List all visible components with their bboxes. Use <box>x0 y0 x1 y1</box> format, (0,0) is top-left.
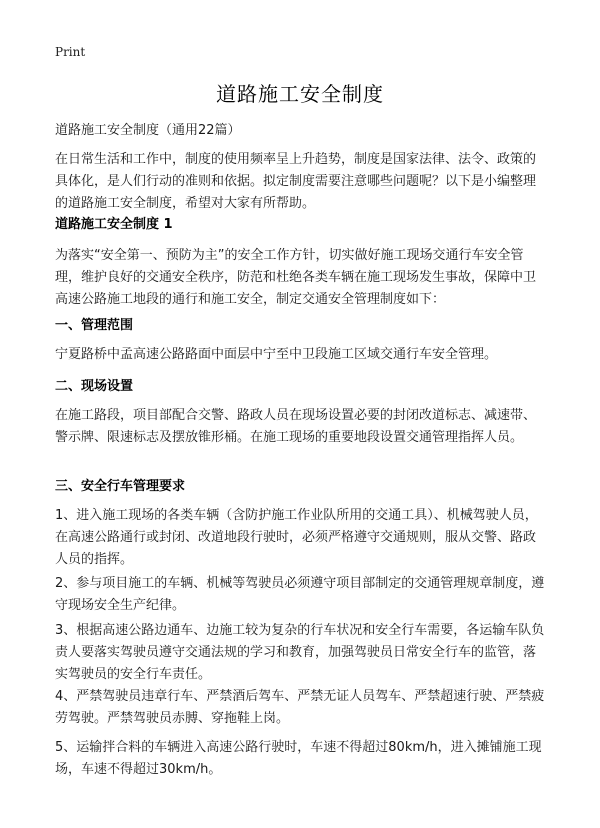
document-subtitle: 道路施工安全制度（通用22篇） <box>55 123 241 138</box>
heading-management-scope: 一、管理范围 <box>55 318 134 333</box>
heading-site-setup: 二、现场设置 <box>55 379 134 394</box>
list-item: 1、进入施工现场的各类车辆（含防护施工作业队所用的交通工具）、机械驾驶人员，在高速公路通行或封闭、改道地段行驶时，必须严格遵守交通规则，服从交警、路政人员的指挥。 <box>55 508 538 567</box>
list-item: 2、参与项目施工的车辆、机械等驾驶员必须遵守项目部制定的交通管理规章制度，遵守现场安全生产纪律。 <box>55 576 545 613</box>
print-label[interactable]: Print <box>55 45 86 59</box>
document-title: 道路施工安全制度 <box>216 82 384 106</box>
list-item: 5、运输拌合料的车辆进入高速公路行驶时，车速不得超过80km/h，进入摊铺施工现场，车速不得超过30km/h。 <box>55 740 542 777</box>
section-intro-paragraph: 为落实“安全第一、预防为主”的安全工作方针，切实做好施工现场交通行车安全管理，维护良好的交通安全秩序，防范和杜绝各类车辆在施工现场发生事故，保障中卫高速公路施工地段的通行和施工安全，制定交通安全管理制度如下： <box>55 248 537 307</box>
section-title: 道路施工安全制度 1 <box>55 217 173 232</box>
intro-paragraph: 在日常生活和工作中，制度的使用频率呈上升趋势，制度是国家法律、法令、政策的具体化，是人们行动的准则和依据。拟定制度需要注意哪些问题呢？以下是小编整理的道路施工安全制度，希望对大家有所帮助。 <box>55 152 537 211</box>
paragraph-management-scope: 宁夏路桥中孟高速公路路面中面层中宁至中卫段施工区域交通行车安全管理。 <box>55 347 498 362</box>
list-item: 4、严禁驾驶员违章行车、严禁酒后驾车、严禁无证人员驾车、严禁超速行驶、严禁疲劳驾驶。严禁驾驶员赤膊、穿拖鞋上岗。 <box>55 689 545 726</box>
heading-driving-requirements: 三、安全行车管理要求 <box>55 479 186 494</box>
paragraph-site-setup: 在施工路段，项目部配合交警、路政人员在现场设置必要的封闭改道标志、减速带、警示牌、限速标志及摆放锥形桶。在施工现场的重要地段设置交通管理指挥人员。 <box>55 408 537 445</box>
list-item: 3、根据高速公路边通车、边施工较为复杂的行车状况和安全行车需要，各运输车队负责人要落实驾驶员遵守交通法规的学习和教育，加强驾驶员日常安全行车的监管，落实驾驶员的安全行车责任。 <box>55 623 545 682</box>
